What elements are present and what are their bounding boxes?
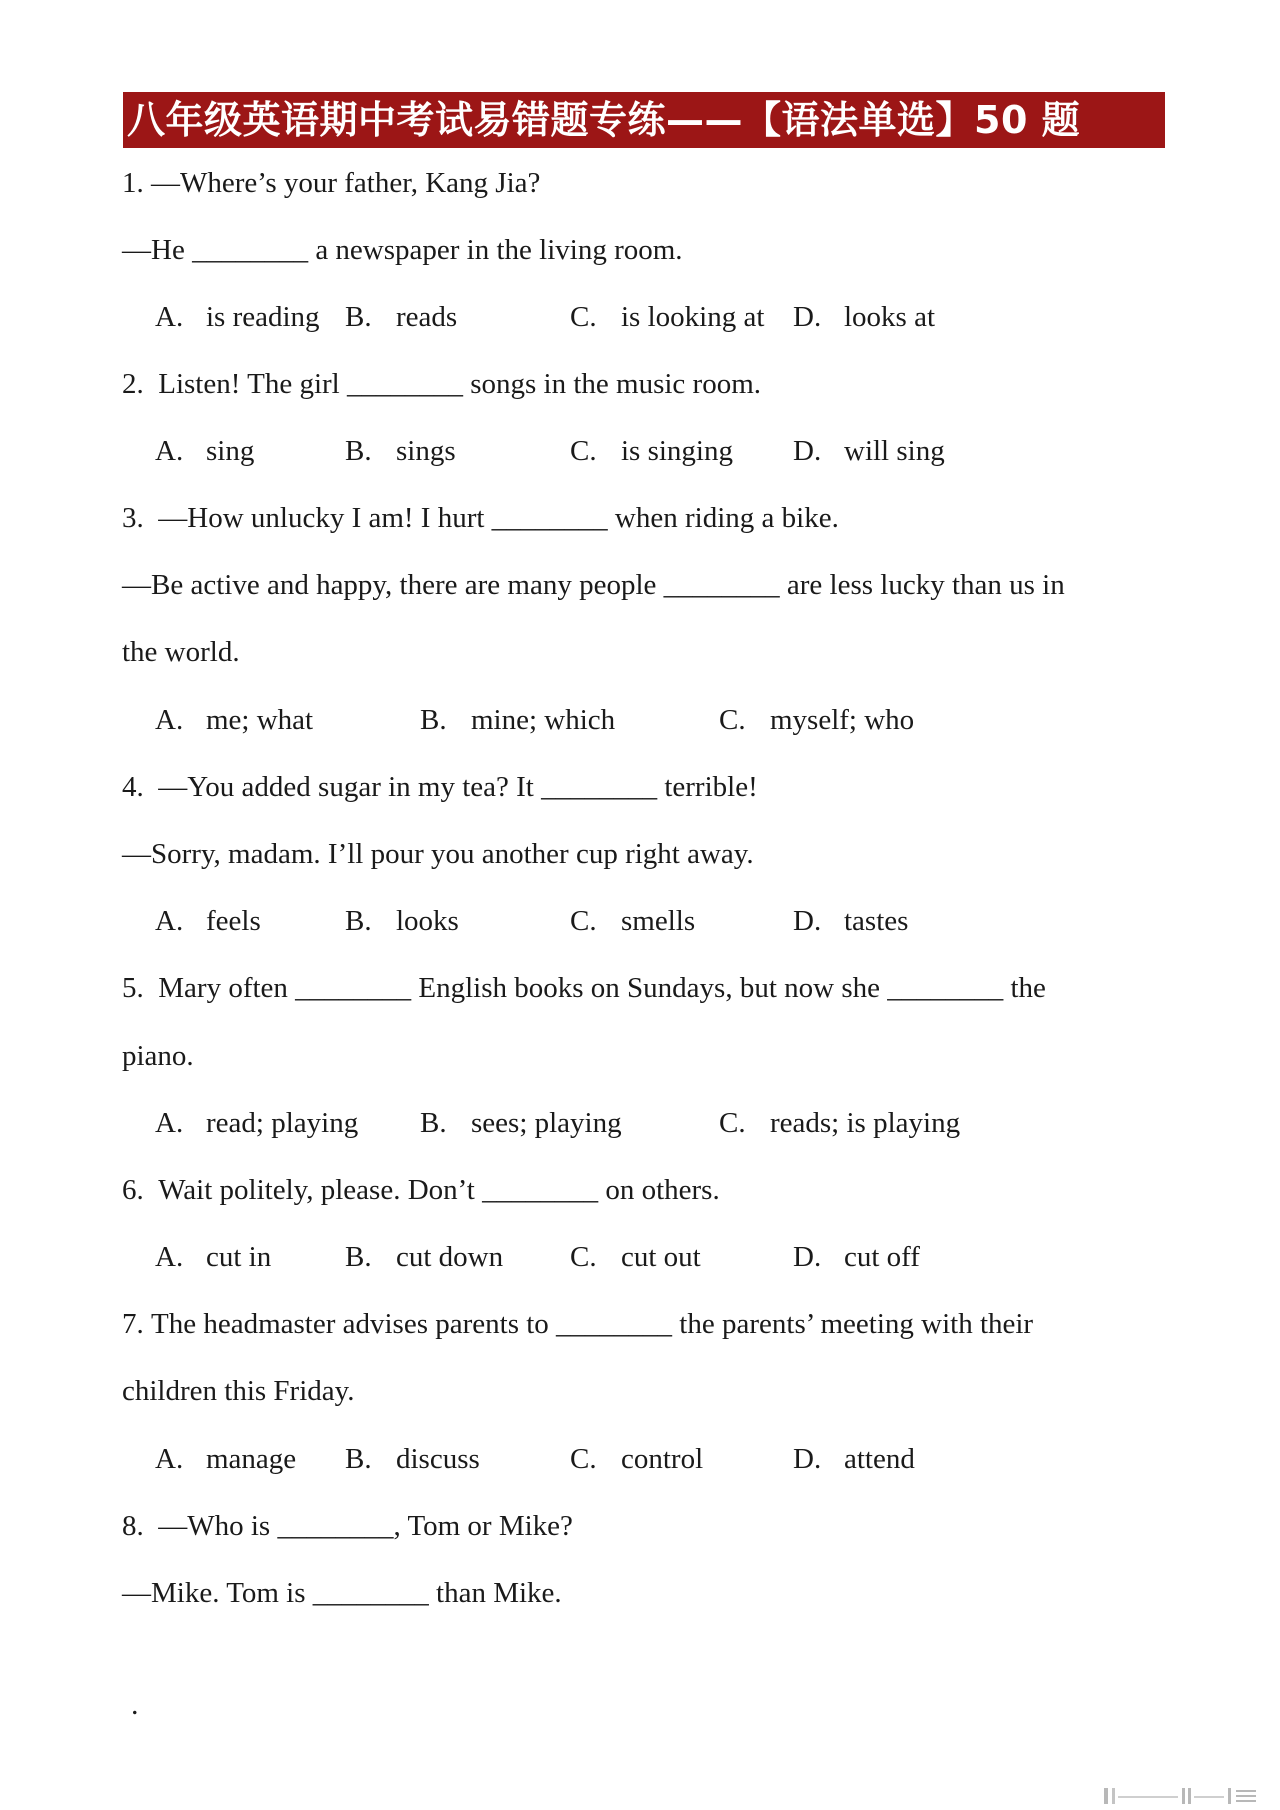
question-7-line-2: children this Friday.	[122, 1375, 355, 1407]
option-letter: A.	[155, 704, 184, 736]
option-letter: A.	[155, 1241, 184, 1273]
option-text: looks	[396, 905, 459, 937]
option-a[interactable]	[155, 700, 313, 740]
option-letter: B.	[345, 301, 372, 333]
option-letter: C.	[570, 1241, 597, 1273]
page-title: 八年级英语期中考试易错题专练——【语法单选】50 题	[123, 92, 1165, 148]
option-letter: D.	[793, 1443, 822, 1475]
question-text: The headmaster advises parents to ________ the parents’ meeting with their	[151, 1308, 1034, 1340]
option-d[interactable]	[793, 1439, 915, 1479]
option-letter: C.	[719, 1107, 746, 1139]
option-text: cut out	[621, 1241, 701, 1273]
option-b[interactable]	[345, 901, 459, 941]
question-1-line-2: —He ________ a newspaper in the living room.	[122, 234, 683, 266]
option-letter: B.	[345, 905, 372, 937]
question-5-line-2: piano.	[122, 1040, 194, 1072]
option-text: smells	[621, 905, 696, 937]
option-text: sings	[396, 435, 456, 467]
option-a[interactable]	[155, 297, 320, 337]
question-1-stem	[122, 163, 540, 203]
question-number: 7.	[122, 1308, 144, 1340]
question-3-line-3: the world.	[122, 636, 240, 668]
option-b[interactable]	[420, 700, 615, 740]
option-c[interactable]	[570, 431, 733, 471]
option-c[interactable]	[719, 1103, 960, 1143]
question-number: 6.	[122, 1174, 144, 1206]
question-5-stem	[122, 968, 1046, 1008]
question-8-line-2: —Mike. Tom is ________ than Mike.	[122, 1577, 562, 1609]
option-a[interactable]	[155, 1237, 271, 1277]
question-text: —Where’s your father, Kang Jia?	[151, 167, 541, 199]
option-text: reads	[396, 301, 458, 333]
option-letter: A.	[155, 905, 184, 937]
question-number: 2.	[122, 368, 144, 400]
question-number: 3.	[122, 502, 144, 534]
option-letter: B.	[420, 704, 447, 736]
option-text: looks at	[844, 301, 936, 333]
question-text: Listen! The girl ________ songs in the music room.	[158, 368, 762, 400]
option-text: me; what	[206, 704, 314, 736]
question-number: 1.	[122, 167, 144, 199]
option-c[interactable]	[570, 1439, 703, 1479]
option-a[interactable]	[155, 1439, 296, 1479]
option-letter: A.	[155, 301, 184, 333]
option-text: sees; playing	[471, 1107, 622, 1139]
option-c[interactable]	[570, 1237, 701, 1277]
option-text: attend	[844, 1443, 915, 1475]
option-text: sing	[206, 435, 255, 467]
option-a[interactable]	[155, 901, 261, 941]
question-text: —How unlucky I am! I hurt ________ when riding a bike.	[158, 502, 839, 534]
option-letter: A.	[155, 1443, 184, 1475]
option-letter: C.	[570, 1443, 597, 1475]
question-text: Wait politely, please. Don’t ________ on others.	[158, 1174, 720, 1206]
question-text: Mary often ________ English books on Sundays, but now she ________ the	[158, 972, 1046, 1004]
option-letter: B.	[345, 435, 372, 467]
option-d[interactable]	[793, 431, 945, 471]
option-c[interactable]	[570, 297, 764, 337]
option-text: reads; is playing	[770, 1107, 961, 1139]
option-text: control	[621, 1443, 704, 1475]
question-2-stem	[122, 364, 761, 404]
option-text: tastes	[844, 905, 909, 937]
option-text: is reading	[206, 301, 320, 333]
option-letter: A.	[155, 435, 184, 467]
option-c[interactable]	[719, 700, 914, 740]
option-text: cut down	[396, 1241, 504, 1273]
option-letter: C.	[570, 301, 597, 333]
question-3-line-2: —Be active and happy, there are many people ________ are less lucky than us in	[122, 569, 1065, 601]
option-text: is singing	[621, 435, 733, 467]
option-b[interactable]	[420, 1103, 622, 1143]
option-text: manage	[206, 1443, 297, 1475]
question-4-line-2: —Sorry, madam. I’ll pour you another cup right away.	[122, 838, 754, 870]
option-d[interactable]	[793, 1237, 920, 1277]
option-a[interactable]	[155, 1103, 358, 1143]
option-b[interactable]	[345, 431, 456, 471]
question-number: 8.	[122, 1510, 144, 1542]
option-letter: D.	[793, 301, 822, 333]
question-text: —You added sugar in my tea? It ________ terrible!	[158, 771, 758, 803]
option-b[interactable]	[345, 297, 457, 337]
option-letter: D.	[793, 905, 822, 937]
option-text: feels	[206, 905, 261, 937]
option-letter: B.	[420, 1107, 447, 1139]
question-number: 5.	[122, 972, 144, 1004]
option-text: cut off	[844, 1241, 920, 1273]
option-text: cut in	[206, 1241, 272, 1273]
option-letter: A.	[155, 1107, 184, 1139]
option-letter: B.	[345, 1241, 372, 1273]
option-letter: C.	[719, 704, 746, 736]
question-4-stem	[122, 767, 758, 807]
footer-dot: .	[131, 1688, 139, 1721]
option-text: read; playing	[206, 1107, 359, 1139]
option-text: discuss	[396, 1443, 480, 1475]
option-d[interactable]	[793, 901, 908, 941]
question-3-stem	[122, 498, 839, 538]
option-c[interactable]	[570, 901, 695, 941]
option-letter: B.	[345, 1443, 372, 1475]
question-7-stem	[122, 1304, 1033, 1344]
option-letter: D.	[793, 435, 822, 467]
option-b[interactable]	[345, 1237, 503, 1277]
option-letter: C.	[570, 435, 597, 467]
more-options-icon[interactable]	[1102, 1786, 1262, 1806]
option-text: will sing	[844, 435, 945, 467]
option-text: myself; who	[770, 704, 915, 736]
question-number: 4.	[122, 771, 144, 803]
option-letter: D.	[793, 1241, 822, 1273]
option-b[interactable]	[345, 1439, 480, 1479]
question-6-stem	[122, 1170, 720, 1210]
question-8-stem	[122, 1506, 573, 1546]
option-letter: C.	[570, 905, 597, 937]
option-text: mine; which	[471, 704, 616, 736]
option-text: is looking at	[621, 301, 765, 333]
question-text: —Who is ________, Tom or Mike?	[158, 1510, 573, 1542]
option-d[interactable]	[793, 297, 935, 337]
option-a[interactable]	[155, 431, 254, 471]
